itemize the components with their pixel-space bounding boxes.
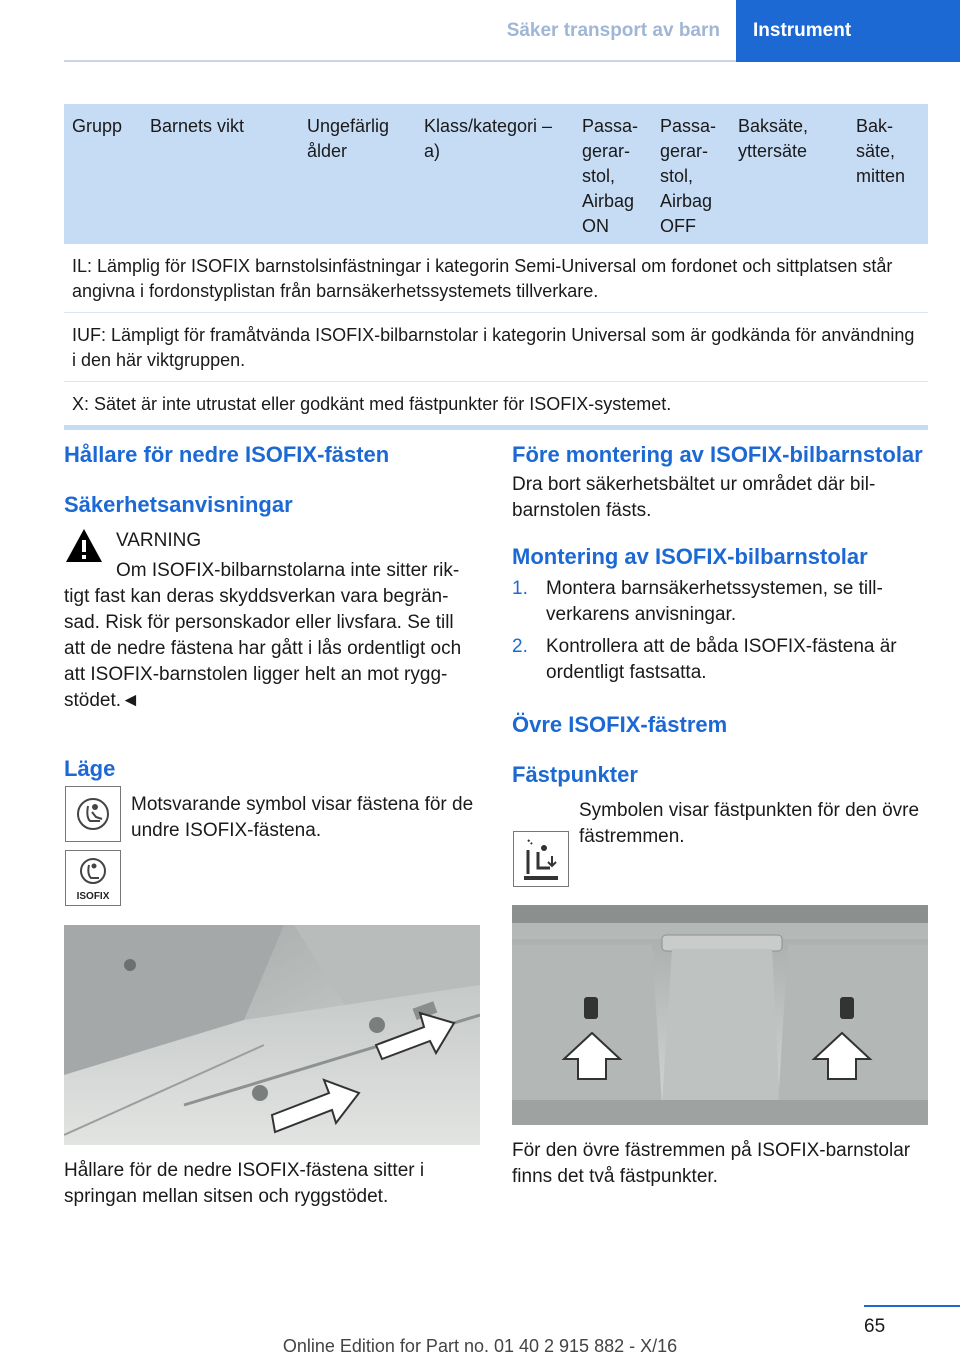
left-column: [64, 442, 480, 844]
position-text: Motsvarande symbol visar fästena för de undre ISOFIX-fästena.: [131, 794, 474, 841]
isofix-table: [64, 104, 928, 430]
th-passenger-airbag-on: Passa- gerar- stol, Airbag ON: [582, 116, 639, 236]
isofix-label-icon: [65, 850, 121, 906]
table-bottom-rule: [64, 425, 928, 430]
top-tether-icon: [513, 831, 569, 887]
table-header-row: [64, 104, 928, 244]
th-passenger-airbag-off: Passa- gerar- stol, Airbag OFF: [660, 116, 717, 236]
isofix-seat-icon: [65, 786, 121, 842]
header-rule: [64, 60, 736, 62]
heading-lower-isofix: Hållare för nedre ISOFIX-fästen: [64, 442, 390, 467]
right-caption: För den övre fästremmen på ISOFIX-barnstolar finns det två fästpunkter.: [512, 1140, 911, 1187]
th-rear-middle: Bak- säte, mitten: [856, 116, 906, 186]
page-number: 65: [864, 1316, 886, 1337]
th-child-weight: Barnets vikt: [150, 116, 245, 136]
table-note-il: IL: Lämplig för ISOFIX barnstolsinfästningar i kategorin Semi-Universal om fordonet och sittplatsen står angivna i fordonstyplistan från barnsäkerhetssystemets tillverkare.: [64, 244, 928, 313]
heading-position: Läge: [64, 756, 116, 781]
warning-label: VARNING: [116, 530, 202, 551]
right-column: [512, 442, 928, 850]
heading-before-mount: Före montering av ISOFIX-bilbarnstolar: [512, 442, 923, 467]
chapter-tab: Instrument: [736, 0, 960, 62]
list-item: 1. Montera barnsäkerhetssystemen, se till-verkarens anvisningar.: [512, 578, 883, 625]
th-rear-outer: Baksäte, yttersäte: [738, 116, 809, 161]
warning-icon: [64, 526, 104, 566]
page-header: [0, 0, 960, 62]
th-class-category: Klass/kategori – a): [424, 116, 553, 161]
th-age: Ungefärlig ålder: [307, 116, 390, 161]
isofix-seat-photo: [64, 925, 480, 1145]
footer-rule: [864, 1305, 960, 1307]
table-note-iuf: IUF: Lämpligt för framåtvända ISOFIX-bilbarnstolar i kategorin Universal som är godkända för användning i den här viktgruppen.: [64, 313, 928, 382]
table-note-x: X: Sätet är inte utrustat eller godkänt med fästpunkter för ISOFIX-systemet.: [72, 394, 672, 414]
heading-upper-tether: Övre ISOFIX-fästrem: [512, 712, 728, 737]
anchor-text: Symbolen visar fästpunkten för den övre fästremmen.: [579, 800, 920, 847]
warning-block: [64, 522, 480, 714]
section-title: Säker transport av barn: [506, 20, 720, 41]
list-item: 2. Kontrollera att de båda ISOFIX-fästena är ordentligt fastsatta.: [512, 636, 897, 683]
left-caption: Hållare för de nedre ISOFIX-fästena sitter i springan mellan sitsen och ryggstödet.: [64, 1160, 425, 1207]
mounting-steps: [512, 576, 928, 686]
th-group: Grupp: [72, 116, 123, 136]
heading-safety: Säkerhetsanvisningar: [64, 492, 293, 517]
before-mount-text: Dra bort säkerhetsbältet ur området där bil-barnstolen fästs.: [512, 474, 876, 521]
heading-anchor-points: Fästpunkter: [512, 762, 638, 787]
top-tether-photo: [512, 905, 928, 1125]
heading-mounting: Montering av ISOFIX-bilbarnstolar: [512, 544, 868, 569]
warning-text: Om ISOFIX-bilbarnstolarna inte sitter rik-tigt fast kan deras skyddsverkan vara begrän-sad. Risk för personskador eller livsfara. Se till att de nedre fästena har gått i lås ordentligt och att ISOFIX-barnstolen ligger helt an mot rygg-stödet.◄: [64, 560, 462, 711]
edition-text: Online Edition for Part no. 01 40 2 915 882 - X/16: [282, 1336, 678, 1356]
isofix-icon-label: ISOFIX: [76, 891, 110, 902]
